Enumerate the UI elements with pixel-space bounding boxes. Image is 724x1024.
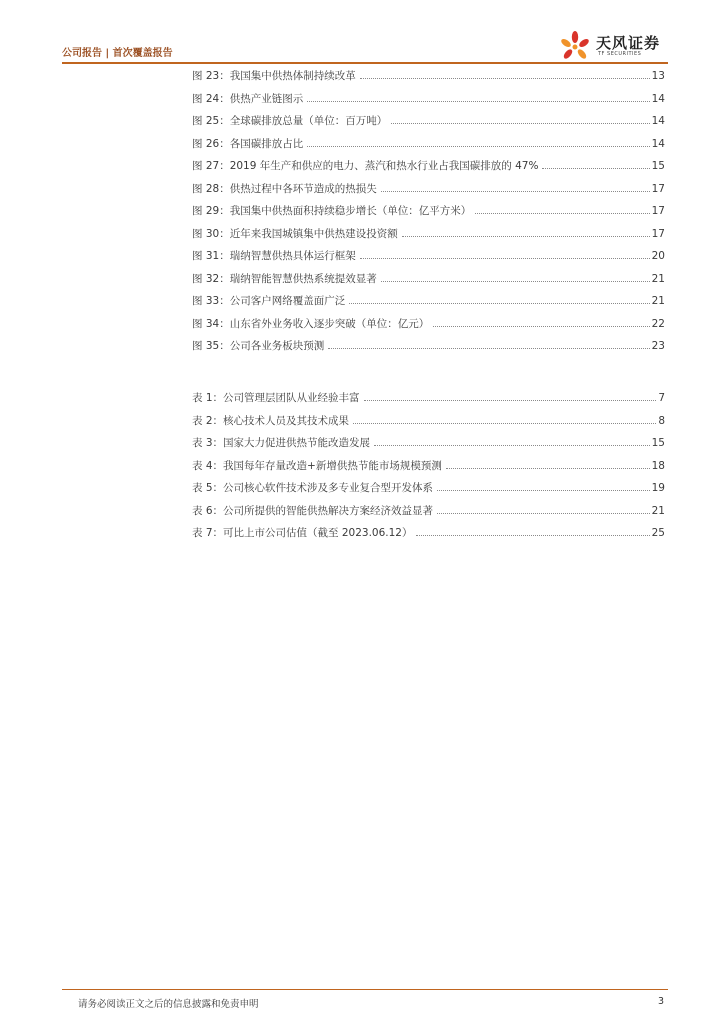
dot-leader xyxy=(353,423,656,424)
toc-entry-figure-26[interactable] xyxy=(192,136,665,159)
toc-entry-label: 表 1：公司管理层团队从业经验丰富 xyxy=(192,392,360,404)
dot-leader xyxy=(307,101,649,102)
toc-entry-label: 图 23：我国集中供热体制持续改革 xyxy=(192,70,356,82)
toc-entry-label: 表 3：国家大力促进供热节能改造发展 xyxy=(192,437,371,449)
figure-index-list xyxy=(192,68,665,361)
toc-entry-figure-30[interactable] xyxy=(192,226,665,249)
toc-entry-page: 20 xyxy=(651,250,665,262)
toc-entry-table-6[interactable] xyxy=(192,503,665,526)
toc-entry-label: 图 35：公司各业务板块预测 xyxy=(192,340,325,352)
logo-name: 天风证券 xyxy=(596,34,661,52)
toc-entry-label: 表 7：可比上市公司估值（截至 2023.06.12） xyxy=(192,527,413,539)
toc-entry-page: 21 xyxy=(651,272,665,285)
dot-leader xyxy=(381,191,650,192)
dot-leader xyxy=(402,236,650,237)
table-index-list xyxy=(192,390,665,548)
dot-leader xyxy=(374,445,650,446)
toc-entry-page: 8 xyxy=(658,414,665,427)
dot-leader xyxy=(360,78,650,79)
toc-entry-label: 图 31：瑞纳智慧供热具体运行框架 xyxy=(192,250,356,262)
toc-entry-page: 17 xyxy=(651,182,665,195)
page-header xyxy=(62,30,668,64)
toc-entry-page: 14 xyxy=(651,92,665,105)
toc-entry-page: 17 xyxy=(651,205,665,217)
dot-leader xyxy=(349,303,649,304)
dot-leader xyxy=(360,258,650,259)
toc-entry-figure-31[interactable] xyxy=(192,248,665,271)
toc-entry-label: 图 32：瑞纳智能智慧供热系统提效显著 xyxy=(192,272,377,285)
toc-entry-page: 14 xyxy=(651,115,665,127)
toc-entry-figure-24[interactable] xyxy=(192,91,665,114)
toc-entry-table-3[interactable] xyxy=(192,435,665,458)
dot-leader xyxy=(542,168,649,169)
toc-entry-figure-34[interactable] xyxy=(192,316,665,339)
toc-entry-label: 图 28：供热过程中各环节造成的热损失 xyxy=(192,182,377,195)
toc-entry-page: 19 xyxy=(651,482,665,494)
toc-entry-label: 图 30：近年来我国城镇集中供热建设投资额 xyxy=(192,227,398,240)
dot-leader xyxy=(391,123,649,124)
toc-entry-label: 图 34：山东省外业务收入逐步突破（单位：亿元） xyxy=(192,317,430,330)
toc-entry-table-1[interactable] xyxy=(192,390,665,413)
toc-entry-label: 图 24：供热产业链图示 xyxy=(192,92,304,105)
toc-entry-page: 23 xyxy=(651,340,665,352)
toc-entry-page: 15 xyxy=(651,437,665,449)
toc-entry-label: 图 29：我国集中供热面积持续稳步增长（单位：亿平方米） xyxy=(192,205,472,217)
toc-entry-table-5[interactable] xyxy=(192,480,665,503)
toc-entry-figure-32[interactable] xyxy=(192,271,665,294)
toc-entry-figure-28[interactable] xyxy=(192,181,665,204)
dot-leader xyxy=(433,326,649,327)
toc-entry-table-4[interactable] xyxy=(192,458,665,481)
dot-leader xyxy=(437,490,650,491)
toc-entry-label: 图 25：全球碳排放总量（单位：百万吨） xyxy=(192,115,388,127)
toc-entry-figure-33[interactable] xyxy=(192,293,665,316)
toc-entry-page: 22 xyxy=(651,317,665,330)
toc-entry-table-2[interactable] xyxy=(192,413,665,436)
toc-entry-figure-35[interactable] xyxy=(192,338,665,361)
toc-entry-label: 表 6：公司所提供的智能供热解决方案经济效益显著 xyxy=(192,504,434,517)
toc-entry-label: 图 26：各国碳排放占比 xyxy=(192,137,304,150)
header-divider xyxy=(62,62,668,64)
footer-divider xyxy=(62,989,668,990)
report-type-title: 公司报告 | 首次覆盖报告 xyxy=(62,48,173,59)
toc-entry-label: 图 27：2019 年生产和供应的电力、蒸汽和热水行业占我国碳排放的 47% xyxy=(192,160,539,172)
dot-leader xyxy=(416,535,649,536)
toc-entry-label: 表 2：核心技术人员及其技术成果 xyxy=(192,414,350,427)
toc-entry-label: 表 4：我国每年存量改造+新增供热节能市场规模预测 xyxy=(192,459,442,472)
footer-disclaimer: 请务必阅读正文之后的信息披露和免责申明 xyxy=(78,999,259,1010)
dot-leader xyxy=(364,400,657,401)
dot-leader xyxy=(437,513,650,514)
dot-leader xyxy=(307,146,649,147)
toc-entry-page: 21 xyxy=(651,504,665,517)
toc-entry-page: 15 xyxy=(651,160,665,172)
dot-leader xyxy=(475,213,649,214)
toc-entry-table-7[interactable] xyxy=(192,525,665,548)
toc-entry-page: 25 xyxy=(651,527,665,539)
toc-entry-page: 14 xyxy=(651,137,665,150)
dot-leader xyxy=(328,348,649,349)
toc-entry-page: 13 xyxy=(651,70,665,82)
page-number: 3 xyxy=(657,996,664,1007)
toc-entry-figure-27[interactable] xyxy=(192,158,665,181)
toc-entry-figure-23[interactable] xyxy=(192,68,665,91)
toc-entry-label: 表 5：公司核心软件技术涉及多专业复合型开发体系 xyxy=(192,482,434,494)
logo-subtitle: TF SECURITIES xyxy=(598,51,642,57)
dot-leader xyxy=(446,468,650,469)
toc-entry-figure-25[interactable] xyxy=(192,113,665,136)
toc-entry-label: 图 33：公司客户网络覆盖面广泛 xyxy=(192,295,346,307)
dot-leader xyxy=(381,281,650,282)
flower-logo-icon xyxy=(558,30,592,62)
company-logo xyxy=(558,30,668,62)
toc-entry-page: 7 xyxy=(658,392,665,404)
toc-entry-figure-29[interactable] xyxy=(192,203,665,226)
toc-entry-page: 21 xyxy=(651,295,665,307)
toc-entry-page: 17 xyxy=(651,227,665,240)
toc-entry-page: 18 xyxy=(651,459,665,472)
